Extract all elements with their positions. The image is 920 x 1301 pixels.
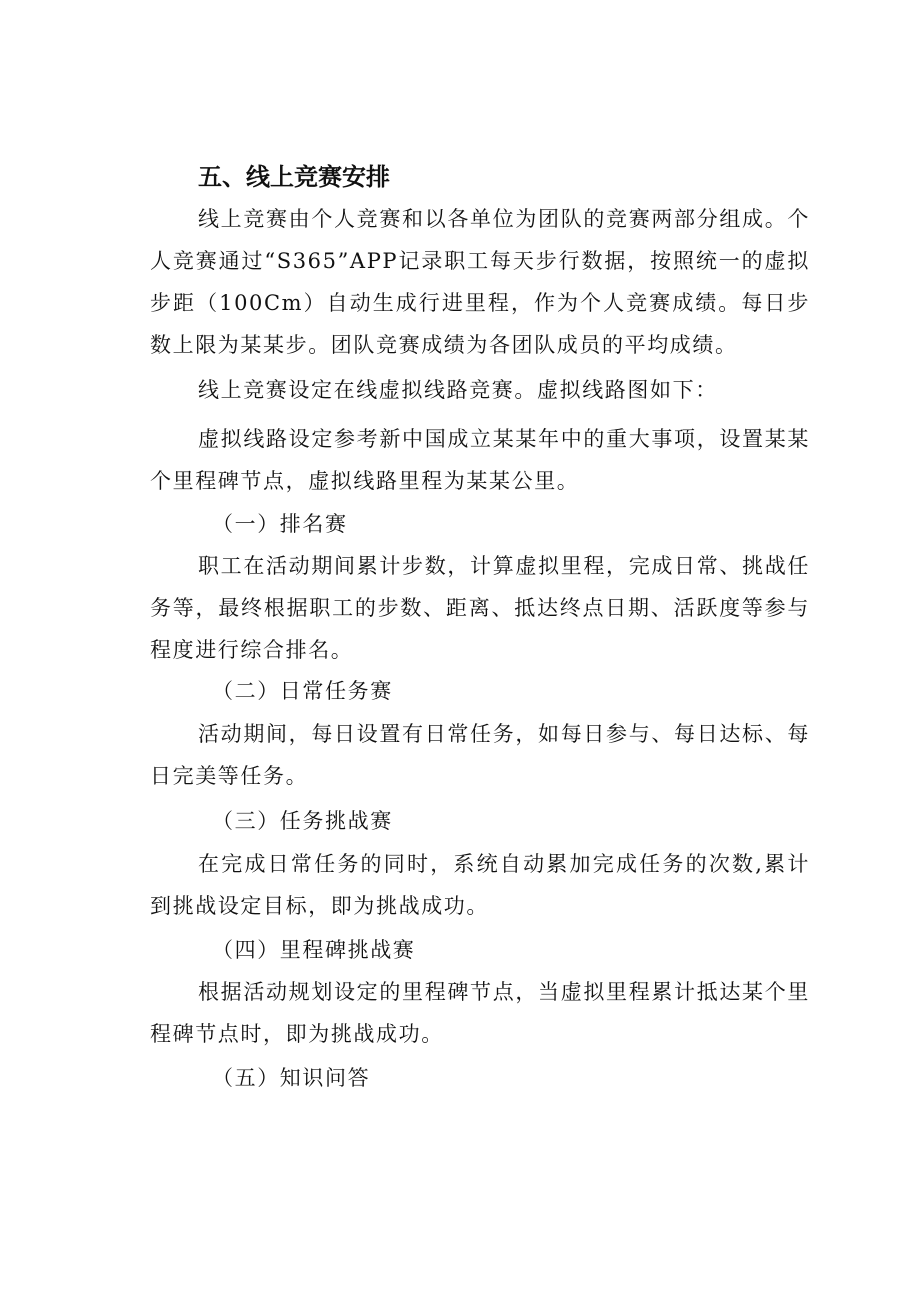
section-title: 五、线上竞赛安排 — [198, 163, 390, 191]
paragraph-virtual-route: 线上竞赛设定在线虚拟线路竞赛。虚拟线路图如下： — [198, 378, 718, 402]
subheading-ranking: （一）排名赛 — [212, 512, 348, 536]
paragraph-task-challenge: 在完成日常任务的同时，系统自动累加完成任务的次数,累计到挑战设定目标，即为挑战成功。 — [150, 852, 810, 918]
subheading-daily-tasks: （二）日常任务赛 — [212, 679, 393, 703]
subheading-quiz: （五）知识问答 — [212, 1066, 371, 1090]
paragraph-competition-overview: 线上竞赛由个人竞赛和以各单位为团队的竞赛两部分组成。个人竞赛通过“S365”APP记录职工每天步行数据，按照统一的虚拟步距（100Cm）自动生成行进里程，作为个人竞赛成绩。每日步数上限为某某步。团队竞赛成绩为各团队成员的平均成绩。 — [150, 207, 810, 357]
subheading-task-challenge: （三）任务挑战赛 — [212, 809, 393, 833]
paragraph-milestone-challenge: 根据活动规划设定的里程碑节点，当虚拟里程累计抵达某个里程碑节点时，即为挑战成功。 — [150, 980, 810, 1046]
paragraph-route-milestones: 虚拟线路设定参考新中国成立某某年中的重大事项，设置某某个里程碑节点，虚拟线路里程为某某公里。 — [150, 427, 810, 493]
paragraph-daily-tasks: 活动期间，每日设置有日常任务，如每日参与、每日达标、每日完美等任务。 — [150, 722, 810, 788]
subheading-milestone-challenge: （四）里程碑挑战赛 — [212, 938, 416, 962]
paragraph-ranking: 职工在活动期间累计步数，计算虚拟里程，完成日常、挑战任务等，最终根据职工的步数、距离、抵达终点日期、活跃度等参与程度进行综合排名。 — [150, 554, 810, 662]
